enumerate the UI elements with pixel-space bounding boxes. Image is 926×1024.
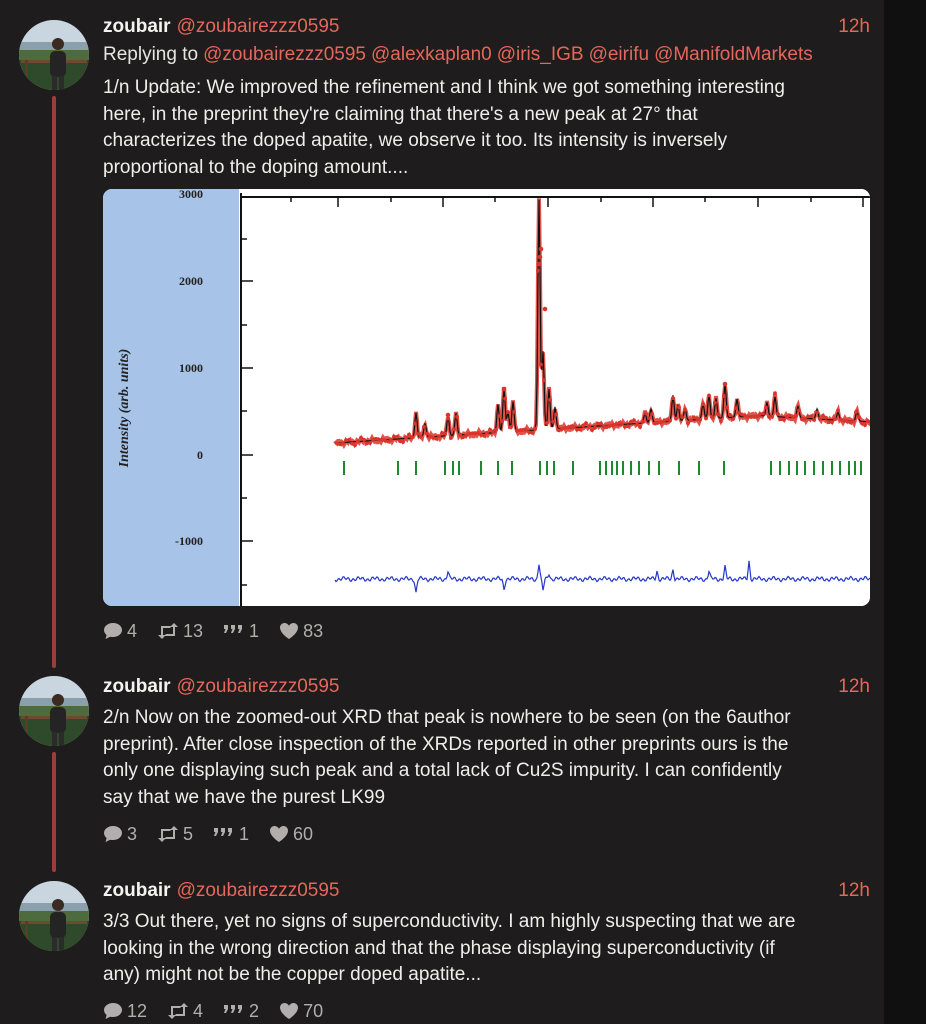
xrd-chart xyxy=(103,189,870,606)
avatar[interactable] xyxy=(19,881,89,951)
retweet-button[interactable]: 4 xyxy=(167,999,203,1023)
speech-bubble-icon xyxy=(103,1002,123,1020)
y-axis-label: Intensity (arb. units) xyxy=(117,348,132,468)
retweet-button[interactable]: 5 xyxy=(157,822,193,846)
y-tick-label: 3000 xyxy=(179,189,203,201)
text-line: 3/3 Out there, yet no signs of superconductivity. I am highly suspecting that we are xyxy=(103,911,796,932)
quote-button[interactable]: 2 xyxy=(223,999,259,1023)
retweet-icon xyxy=(167,1002,189,1020)
text-line: looking in the wrong direction and that the phase displaying superconductivity (if xyxy=(103,937,775,959)
text-line: say that we have the purest LK99 xyxy=(103,786,386,808)
mention-link[interactable]: @eirifu xyxy=(588,44,650,65)
tweet-actions xyxy=(103,822,333,846)
mention-link[interactable]: @ManifoldMarkets xyxy=(654,44,813,65)
text-line: only one displaying such peak and a total lack of Cu2S impurity. I can confidently xyxy=(103,760,782,781)
quote-button[interactable]: 1 xyxy=(213,822,249,846)
thread-connector xyxy=(52,752,56,872)
author-handle[interactable]: @zoubairezzz0595 xyxy=(176,880,340,901)
text-line: characterizes the doped apatite, we observe it too. Its intensity is inversely xyxy=(103,130,728,151)
like-button[interactable]: 70 xyxy=(279,999,323,1023)
y-tick-label: -1000 xyxy=(175,534,203,548)
quote-icon xyxy=(213,826,235,842)
author-name[interactable]: zoubair xyxy=(103,880,171,901)
tweet-text xyxy=(103,705,873,811)
text-line: any) might not be the copper doped apatite... xyxy=(103,964,482,985)
y-tick-label: 1000 xyxy=(179,361,203,375)
avatar[interactable] xyxy=(19,676,89,746)
quote-icon xyxy=(223,1003,245,1019)
timestamp[interactable]: 12h xyxy=(838,16,870,37)
speech-bubble-icon xyxy=(103,825,123,843)
timestamp[interactable]: 12h xyxy=(838,880,870,901)
tweet-header xyxy=(103,674,870,700)
author-handle[interactable]: @zoubairezzz0595 xyxy=(176,676,340,697)
avatar[interactable] xyxy=(19,20,89,90)
tweet-header xyxy=(103,14,870,40)
y-tick-label: 0 xyxy=(197,448,203,462)
text-line: here, in the preprint they're claiming that there's a new peak at 27° that xyxy=(103,103,698,125)
tweet-actions xyxy=(103,619,343,643)
text-line: preprint). After close inspection of the XRDs reported in other preprints ours is the xyxy=(103,733,789,755)
retweet-button[interactable]: 13 xyxy=(157,619,203,643)
text-line: proportional to the doping amount.... xyxy=(103,156,409,178)
y-tick-label: 2000 xyxy=(179,274,203,288)
mention-link[interactable]: @zoubairezzz0595 xyxy=(203,44,367,65)
author-name[interactable]: zoubair xyxy=(103,676,171,697)
replying-prefix: Replying to xyxy=(103,44,199,65)
heart-icon xyxy=(279,622,299,640)
mention-link[interactable]: @iris_IGB xyxy=(496,44,584,65)
tweet-text xyxy=(103,75,873,181)
retweet-icon xyxy=(157,825,179,843)
like-button[interactable]: 83 xyxy=(279,619,323,643)
heart-icon xyxy=(269,825,289,843)
quote-icon xyxy=(223,623,245,639)
timestamp[interactable]: 12h xyxy=(838,676,870,697)
tweet-text xyxy=(103,909,873,989)
quote-button[interactable]: 1 xyxy=(223,619,259,643)
thread-connector xyxy=(52,96,56,668)
retweet-icon xyxy=(157,622,179,640)
author-handle[interactable]: @zoubairezzz0595 xyxy=(176,16,340,37)
tweet-header xyxy=(103,878,870,904)
tweet-actions xyxy=(103,999,343,1023)
text-line: 2/n Now on the zoomed-out XRD that peak is nowhere to be seen (on the 6author xyxy=(103,707,791,728)
mention-link[interactable]: @alexkaplan0 xyxy=(371,44,492,65)
reply-button[interactable]: 4 xyxy=(103,619,137,643)
like-button[interactable]: 60 xyxy=(269,822,313,846)
reply-button[interactable]: 3 xyxy=(103,822,137,846)
speech-bubble-icon xyxy=(103,622,123,640)
right-scroll-rail xyxy=(884,0,926,1024)
xrd-chart-image[interactable] xyxy=(103,189,870,606)
reply-button[interactable]: 12 xyxy=(103,999,147,1023)
author-name[interactable]: zoubair xyxy=(103,16,171,37)
heart-icon xyxy=(279,1002,299,1020)
text-line: 1/n Update: We improved the refinement and I think we got something interesting xyxy=(103,77,785,98)
replying-to xyxy=(103,42,813,68)
